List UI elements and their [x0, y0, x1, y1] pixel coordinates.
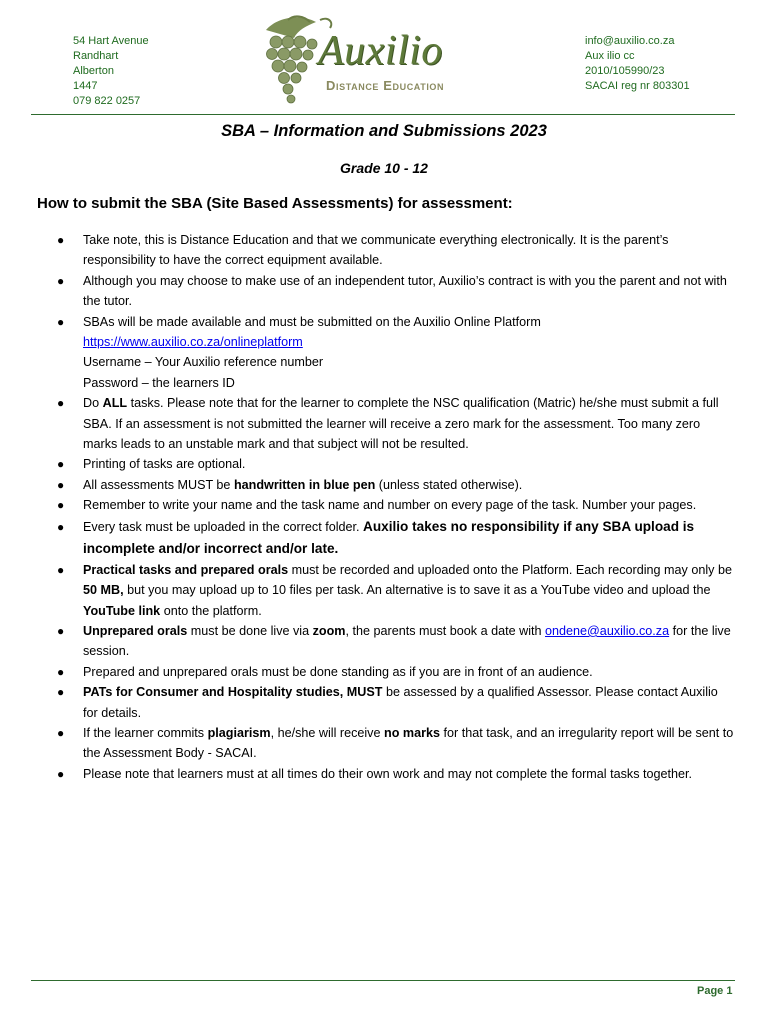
orals-email-link[interactable]: ondene@auxilio.co.za	[545, 623, 670, 638]
address-line: Alberton	[73, 65, 114, 77]
list-item: ● Prepared and unprepared orals must be done standing as if you are in front of an audience.	[57, 662, 735, 682]
bullet-icon: ●	[57, 273, 65, 288]
contact-email: info@auxilio.co.za	[585, 35, 675, 47]
username-info: Username – Your Auxilio reference number	[83, 355, 324, 370]
logo-wordmark: Auxilio	[318, 28, 443, 74]
bullet-icon: ●	[57, 562, 65, 577]
contact-company: Aux ilio cc	[585, 50, 635, 62]
list-item: ● Practical tasks and prepared orals must be recorded and uploaded onto the Platform. Each recording may only be 50 MB, but you may upload up to 10 files per task. An alternative is to save it as a YouTube video and upload the YouTube link onto the platform.	[57, 560, 735, 621]
bullet-icon: ●	[57, 519, 65, 534]
list-item: ● All assessments MUST be handwritten in blue pen (unless stated otherwise).	[57, 475, 735, 495]
list-item: ● SBAs will be made available and must be submitted on the Auxilio Online Platform https://www.auxilio.co.za/onlineplatform Username – Your Auxilio reference number Password – the learners ID	[57, 312, 735, 394]
address-line: Randhart	[73, 50, 119, 62]
online-platform-link[interactable]: https://www.auxilio.co.za/onlineplatform	[83, 335, 303, 350]
list-item: ● Unprepared orals must be done live via zoom, the parents must book a date with ondene@auxilio.co.za for the live session.	[57, 621, 735, 662]
list-item: ● Although you may choose to make use of an independent tutor, Auxilio’s contract is with you the parent and not with the tutor.	[57, 271, 735, 312]
address-line: 54 Hart Avenue	[73, 35, 149, 47]
bullet-icon: ●	[57, 233, 65, 247]
list-item: ● If the learner commits plagiarism, he/she will receive no marks for that task, and an irregularity report will be sent to the Assessment Body - SACAI.	[57, 723, 735, 764]
section-heading: How to submit the SBA (Site Based Assessments) for assessment:	[37, 195, 513, 212]
logo-subtitle: Distance Education	[326, 78, 445, 93]
submission-rules-list	[57, 230, 735, 784]
list-item: ● Take note, this is Distance Education and that we communicate everything electronically. It is the parent’s responsibility to have the correct equipment available.	[57, 230, 735, 271]
header-address	[73, 34, 149, 109]
address-line: 079 822 0257	[73, 95, 141, 107]
list-item: ● Do ALL tasks. Please note that for the learner to complete the NSC qualification (Matric) he/she must submit a full SBA. If an assessment is not submitted the learner will receive a zero mark for the assessment. Too many zero marks leads to an unstable mark and that subject will not be resulted.	[57, 393, 735, 454]
list-item: ● Please note that learners must at all times do their own work and may not complete the formal tasks together.	[57, 764, 735, 784]
auxilio-logo	[258, 12, 488, 108]
bullet-icon: ●	[57, 457, 65, 472]
bullet-icon: ●	[57, 685, 65, 700]
list-item: ● PATs for Consumer and Hospitality studies, MUST be assessed by a qualified Assessor. Please contact Auxilio for details.	[57, 682, 735, 723]
address-line: 1447	[73, 80, 98, 92]
list-item: ● Remember to write your name and the task name and number on every page of the task. Number your pages.	[57, 495, 735, 515]
footer-divider	[31, 980, 735, 981]
document-title: SBA – Information and Submissions 2023	[221, 122, 547, 140]
page-number: Page 1	[697, 985, 733, 997]
bullet-icon: ●	[57, 396, 65, 411]
header-contact	[585, 34, 690, 94]
bullet-icon: ●	[57, 498, 65, 513]
password-info: Password – the learners ID	[83, 375, 235, 390]
bullet-icon: ●	[57, 725, 65, 740]
grade-subtitle: Grade 10 - 12	[340, 160, 428, 176]
bullet-icon: ●	[57, 623, 65, 638]
header-divider	[31, 114, 735, 115]
list-item: ● Every task must be uploaded in the correct folder. Auxilio takes no responsibility if any SBA upload is incomplete and/or incorrect and/or late.	[57, 516, 735, 560]
contact-sacai-reg: SACAI reg nr 803301	[585, 80, 690, 92]
list-item: ● Printing of tasks are optional.	[57, 454, 735, 474]
bullet-icon: ●	[57, 766, 65, 781]
bullet-icon: ●	[57, 477, 65, 492]
bullet-icon: ●	[57, 314, 65, 329]
contact-reg-number: 2010/105990/23	[585, 65, 665, 77]
bullet-icon: ●	[57, 664, 65, 679]
